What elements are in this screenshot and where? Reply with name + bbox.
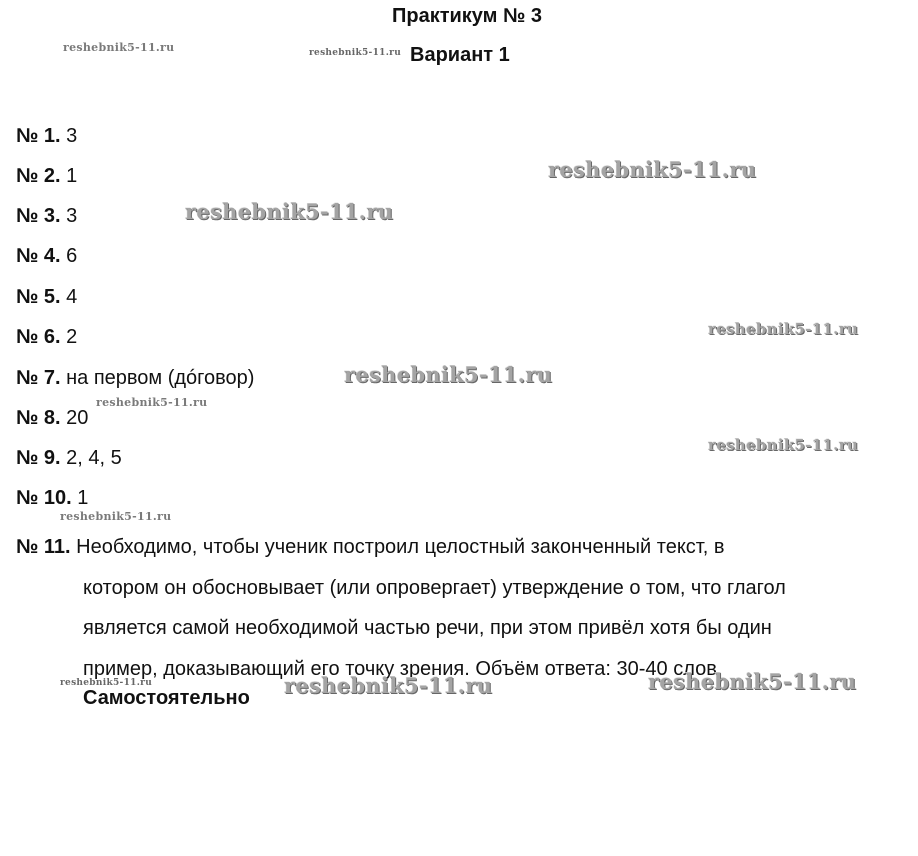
answer-11-line-3: является самой необходимой частью речи, при этом привёл хотя бы один <box>83 617 772 639</box>
answer-number: № 6. <box>16 326 61 348</box>
answer-1 <box>16 125 77 148</box>
answer-value: 20 <box>66 407 89 429</box>
watermark: reshebnik5-11.ru <box>548 157 757 182</box>
watermark: reshebnik5-11.ru <box>60 510 172 523</box>
answer-10 <box>16 487 88 510</box>
answer-number: № 11. <box>16 536 71 558</box>
answer-number: № 2. <box>16 165 61 187</box>
answer-value: 3 <box>66 205 78 227</box>
watermark: reshebnik5-11.ru <box>648 669 857 694</box>
answer-11-line-4: пример, доказывающий его точку зрения. Объём ответа: 30-40 слов. <box>83 657 723 680</box>
answer-11-line-1: Необходимо, чтобы ученик построил целостный законченный текст, в <box>76 536 725 558</box>
answer-6 <box>16 326 77 349</box>
answer-number: № 7. <box>16 367 61 389</box>
watermark: reshebnik5-11.ru <box>185 199 394 224</box>
watermark: reshebnik5-11.ru <box>96 396 208 409</box>
answer-number: № 3. <box>16 205 61 227</box>
answer-3 <box>16 205 77 228</box>
self-study-heading: Самостоятельно <box>83 687 250 709</box>
watermark: reshebnik5-11.ru <box>63 41 175 54</box>
answer-number: № 10. <box>16 487 72 509</box>
answer-value: 4 <box>66 286 78 308</box>
answer-11-line-2: котором он обосновывает (или опровергает) утверждение о том, что глагол <box>83 576 786 599</box>
answer-value: 2, 4, 5 <box>66 447 122 469</box>
answer-number: № 9. <box>16 447 61 469</box>
answer-value: 1 <box>66 165 78 187</box>
answer-7 <box>16 367 254 390</box>
answer-value: 2 <box>66 326 78 348</box>
answer-2 <box>16 165 77 188</box>
answer-9 <box>16 447 122 470</box>
watermark: reshebnik5-11.ru <box>344 362 553 387</box>
answer-number: № 1. <box>16 125 61 147</box>
watermark: reshebnik5-11.ru <box>60 678 153 688</box>
watermark: reshebnik5-11.ru <box>284 673 493 698</box>
answer-number: № 4. <box>16 245 61 267</box>
answer-value: 3 <box>66 125 78 147</box>
watermark: reshebnik5-11.ru <box>708 436 859 454</box>
answer-number: № 8. <box>16 407 61 429</box>
answer-value: 1 <box>77 487 89 509</box>
answer-5 <box>16 286 77 309</box>
answer-number: № 5. <box>16 286 61 308</box>
answer-value: на первом (дóговор) <box>66 367 255 389</box>
answer-11 <box>16 527 916 689</box>
page-title: Практикум № 3 <box>391 5 542 27</box>
answer-8 <box>16 407 88 430</box>
watermark: reshebnik5-11.ru <box>708 320 859 338</box>
answer-value: 6 <box>66 245 78 267</box>
variant-heading: Вариант 1 <box>410 44 510 66</box>
watermark: reshebnik5-11.ru <box>309 48 402 58</box>
answer-4 <box>16 245 77 268</box>
